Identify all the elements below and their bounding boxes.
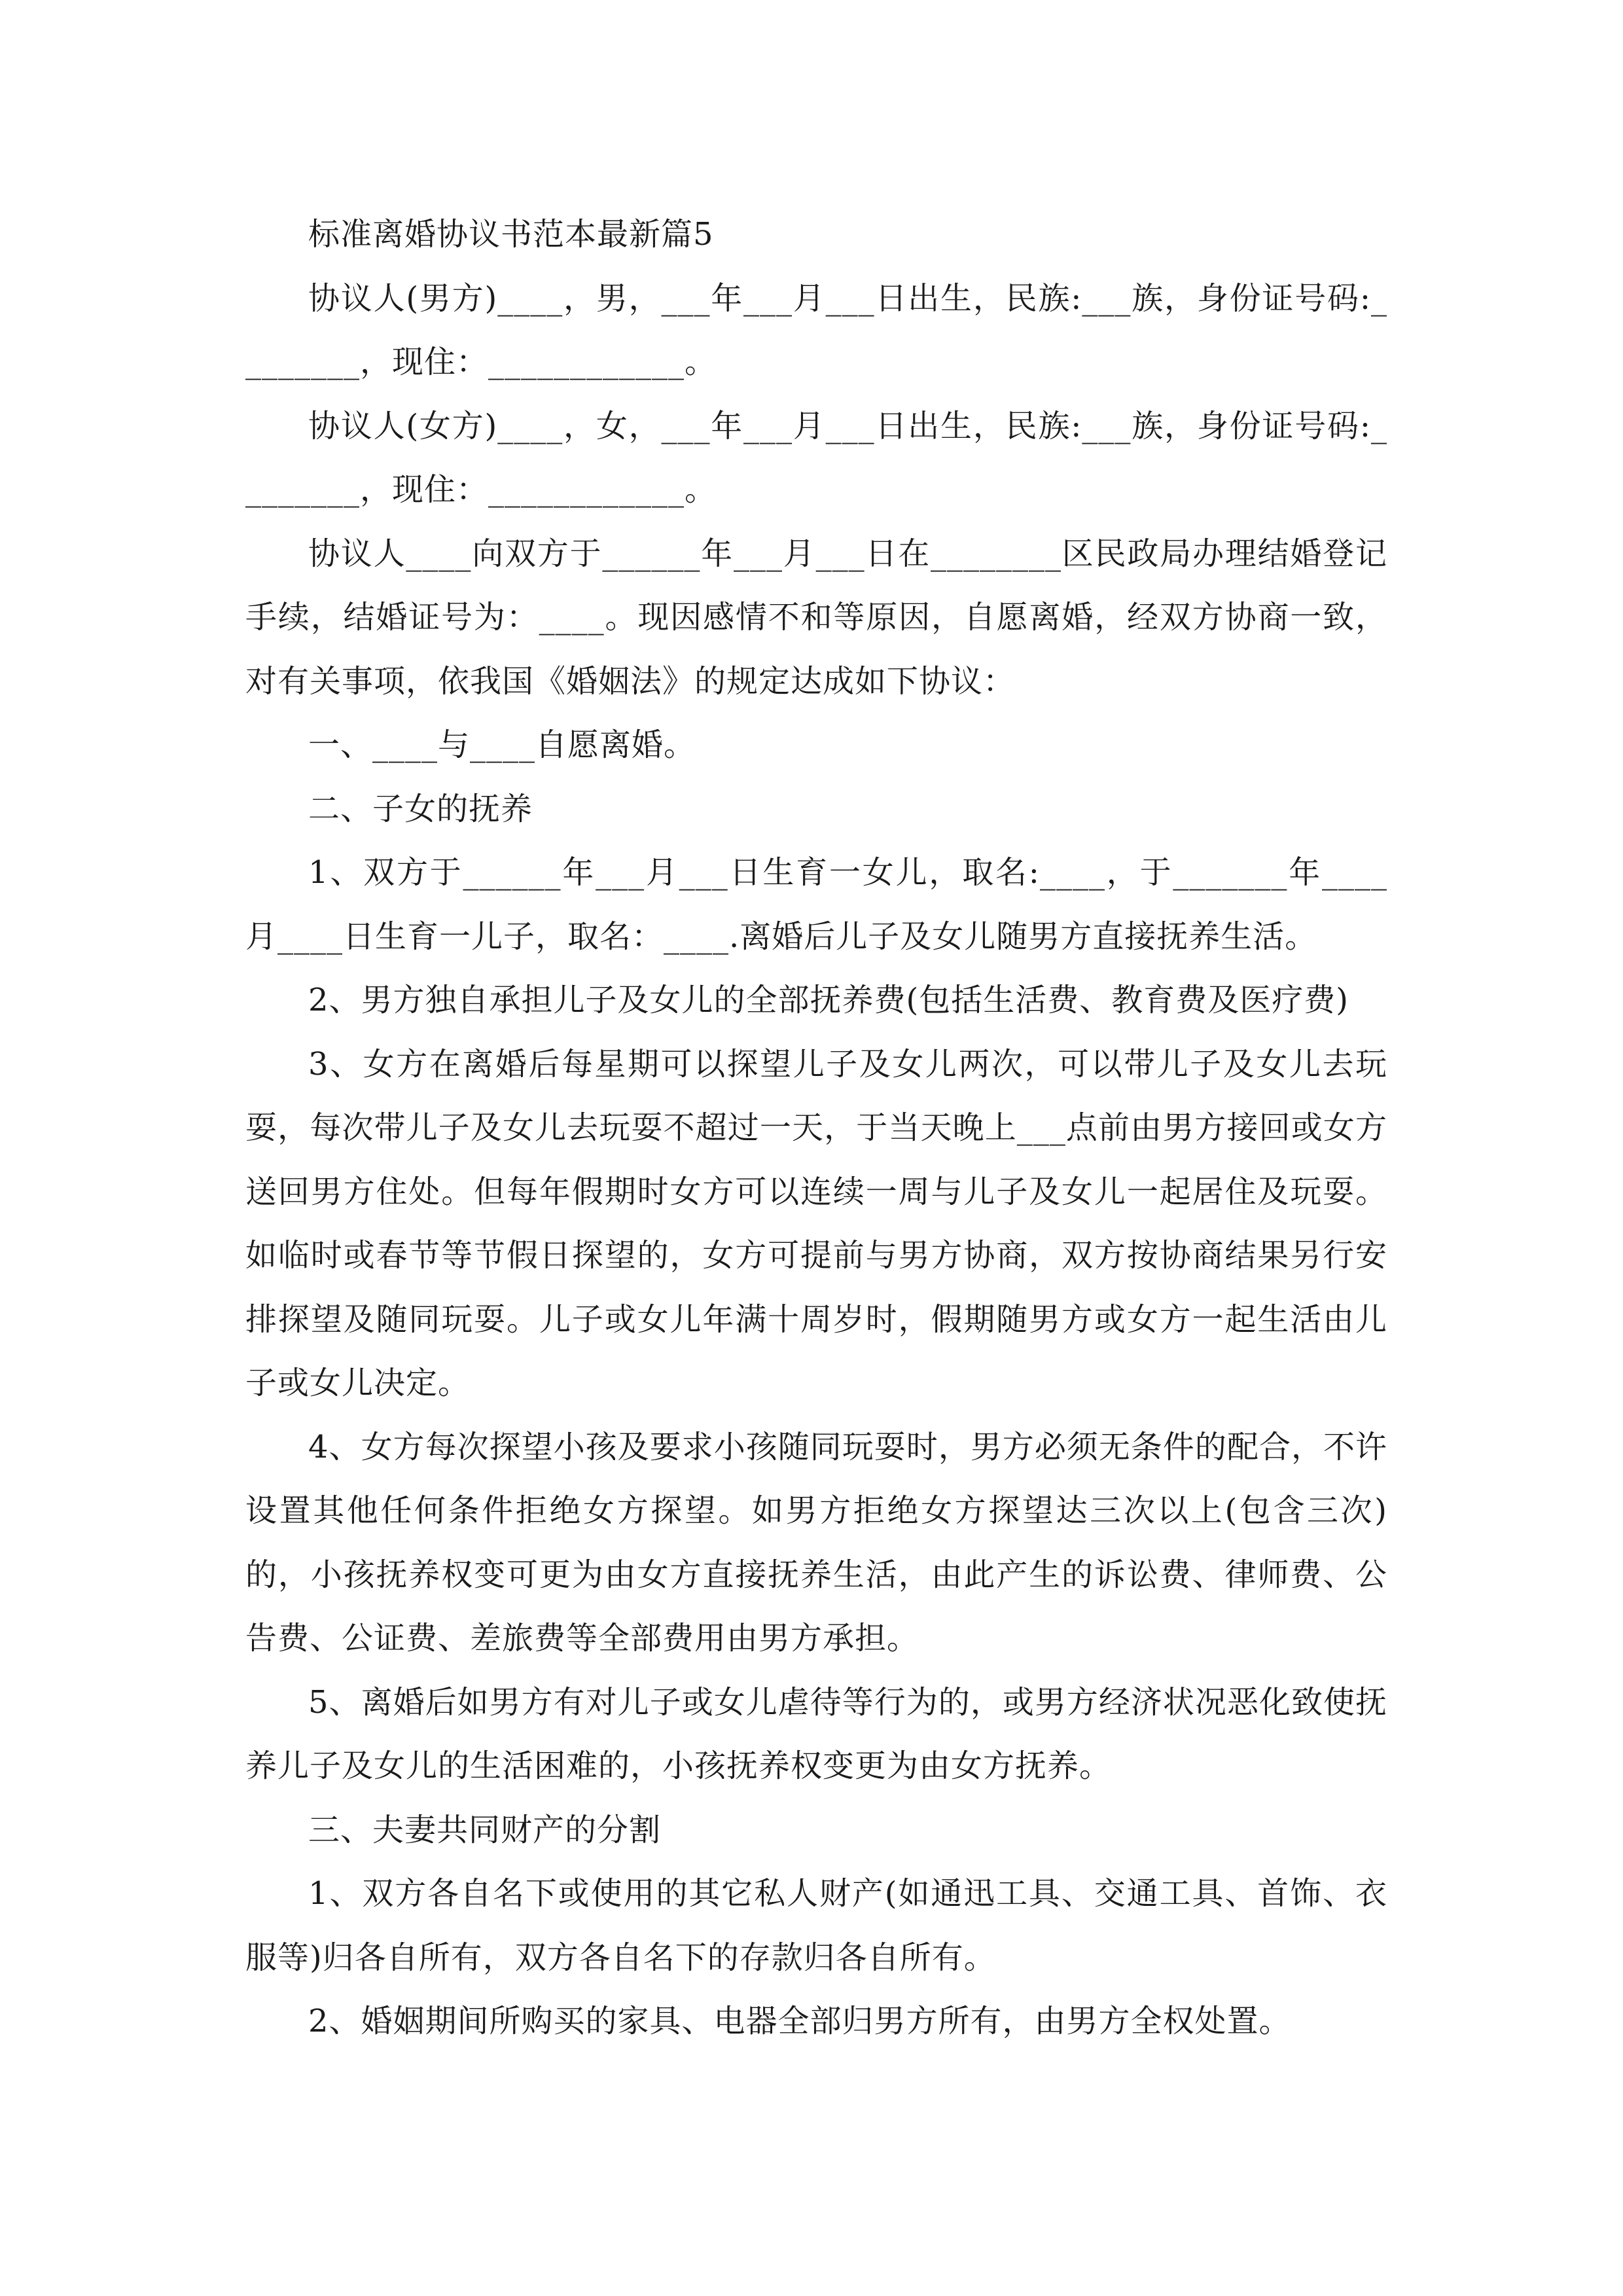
document-title: 标准离婚协议书范本最新篇5	[308, 216, 714, 253]
section-heading-property-division: 三、夫妻共同财产的分割	[308, 1811, 662, 1848]
custody-item-2: 2、男方独自承担儿子及女儿的全部抚养费(包括生活费、教育费及医疗费)	[308, 982, 1349, 1018]
property-item-2: 2、婚姻期间所购买的家具、电器全部归男方所有，由男方全权处置。	[308, 2003, 1291, 2039]
custody-item-4: 4、女方每次探望小孩及要求小孩随同玩耍时，男方必须无条件的配合，不许设置其他任何条件拒绝女方探望。如男方拒绝女方探望达三次以上(包含三次)的，小孩抚养权变可更为由女方直接抚养生活，由此产生的诉讼费、律师费、公告费、公证费、差旅费等全部费用由男方承担。	[245, 1428, 1387, 1657]
paragraph-male-party: 协议人(男方)____，男，___年___月___日出生，民族:___族，身份证号码:________，现住：____________。	[245, 279, 1387, 380]
property-item-1: 1、双方各自名下或使用的其它私人财产(如通迅工具、交通工具、首饰、衣服等)归各自所有，双方各自名下的存款归各自所有。	[245, 1875, 1387, 1976]
paragraph-marriage-registration: 协议人____向双方于______年___月___日在________区民政局办理结婚登记手续，结婚证号为：____。现因感情不和等原因，自愿离婚，经双方协商一致，对有关事项，依我国《婚姻法》的规定达成如下协议：	[245, 535, 1387, 700]
custody-item-1: 1、双方于______年___月___日生育一女儿，取名:____，于_______年____月____日生育一儿子，取名：____.离婚后儿子及女儿随男方直接抚养生活。	[245, 854, 1387, 955]
custody-item-5: 5、离婚后如男方有对儿子或女儿虐待等行为的，或男方经济状况恶化致使抚养儿子及女儿的生活困难的，小孩抚养权变更为由女方抚养。	[245, 1683, 1387, 1784]
custody-item-3: 3、女方在离婚后每星期可以探望儿子及女儿两次，可以带儿子及女儿去玩耍，每次带儿子及女儿去玩耍不超过一天，于当天晚上___点前由男方接回或女方送回男方住处。但每年假期时女方可以连续一周与儿子及女儿一起居住及玩耍。如临时或春节等节假日探望的，女方可提前与男方协商，双方按协商结果另行安排探望及随同玩耍。儿子或女儿年满十周岁时，假期随男方或女方一起生活由儿子或女儿决定。	[245, 1045, 1387, 1401]
clause-1-divorce: 一、____与____自愿离婚。	[308, 726, 696, 763]
section-heading-child-custody: 二、子女的抚养	[308, 790, 533, 827]
paragraph-female-party: 协议人(女方)____，女，___年___月___日出生，民族:___族，身份证号码:________，现住：____________。	[245, 407, 1387, 508]
document-body	[245, 203, 1387, 2054]
